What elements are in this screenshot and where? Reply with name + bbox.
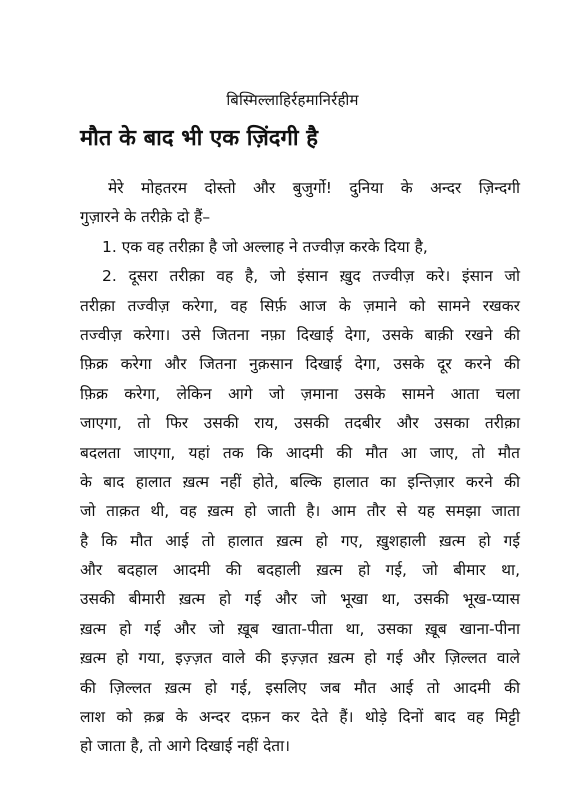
text-line: बदलता जाएगा, यहां तक कि आदमी की मौत आ जाए, तो मौत [80,443,520,462]
text-line: उसकी बीमारी ख़त्म हो गई और जो भूखा था, उसकी भूख-प्यास [80,590,520,609]
text-line: जाएगा, तो फिर उसकी राय, उसकी तदबीर और उसका तरीक़ा [80,414,520,433]
text-line: जो ताक़त थी, वह ख़त्म हो जाती है। आम तौर से यह समझा जाता [80,502,520,521]
body-text [80,174,520,762]
text-line: 1. एक वह तरीक़ा है जो अल्लाह ने तज्वीज़ करके दिया है, [102,237,428,256]
text-line: 2. दूसरा तरीक़ा वह है, जो इंसान ख़ुद तज्वीज़ करे। इंसान जो [102,267,520,286]
text-line: फ़िक्र करेगा, लेकिन आगे जो ज़माना उसके सामने आता चला [80,384,520,403]
text-line: और बदहाल आदमी की बदहाली ख़त्म हो गई, जो बीमार था, [80,561,520,580]
text-line: ख़त्म हो गया, इज़्ज़त वाले की इज़्ज़त ख़त्म हो गई और ज़िल्लत वाले [80,649,520,668]
text-line: फ़िक्र करेगा और जितना नुक़सान दिखाई देगा, उसके दूर करने की [80,355,520,374]
text-line: है कि मौत आई तो हालात ख़त्म हो गए, ख़ुशहाली ख़त्म हो गई [80,531,520,550]
text-line: के बाद हालात ख़त्म नहीं होते, बल्कि हालात का इन्तिज़ार करने की [80,472,520,491]
text-line: लाश को क़ब्र के अन्दर दफ़न कर देते हैं। थोड़े दिनों बाद वह मिट्टी [80,708,520,727]
text-line: तरीक़ा तज्वीज़ करेगा, वह सिर्फ़ आज के ज़माने को सामने रखकर [80,296,520,315]
text-line: हो जाता है, तो आगे दिखाई नहीं देता। [80,737,291,756]
page-header: बिस्मिल्लाहिर्रहमानिर्रहीम [226,91,359,109]
text-line: ख़त्म हो गई और जो ख़ूब खाता-पीता था, उसका ख़ूब खाना-पीना [80,619,520,638]
text-line: मेरे मोहतरम दोस्तो और बुजुर्गो! दुनिया के अन्दर ज़िन्दगी [108,179,520,197]
text-line: की ज़िल्लत ख़त्म हो गई, इसलिए जब मौत आई तो आदमी की [80,678,520,697]
text-line: तज्वीज़ करेगा। उसे जितना नफ़ा दिखाई देगा, उसके बाक़ी रखने की [80,325,520,344]
chapter-title: मौत के बाद भी एक ज़िंदगी है [80,126,318,151]
text-line: गुज़ारने के तरीक़े दो हैं– [80,208,211,227]
